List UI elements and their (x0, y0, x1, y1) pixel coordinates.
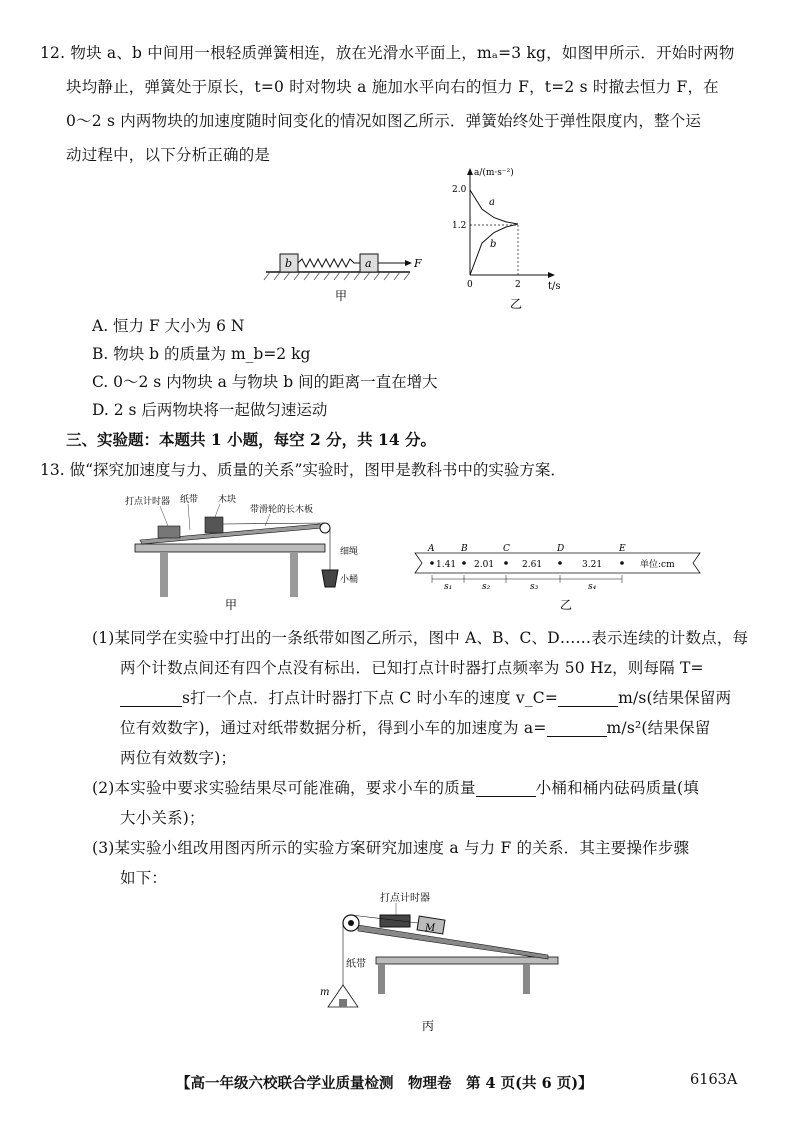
block-a-label: a (365, 257, 372, 270)
y-axis-label: a/(m·s⁻²) (474, 168, 514, 178)
q12-figure-jia (260, 240, 430, 315)
block-b-label: b (285, 257, 293, 270)
bucket (322, 570, 338, 587)
point-A: A (428, 544, 435, 554)
q13-intro: 13. 做“探究加速度与力、质量的关系”实验时，图甲是教科书中的实验方案． (40, 461, 566, 479)
timer-bing (380, 915, 410, 927)
label-timer-bing: 打点计时器 (380, 893, 430, 904)
point-C: C (503, 544, 510, 554)
point-D: D (557, 544, 565, 554)
label-M: M (425, 923, 436, 934)
force-arrow (405, 260, 412, 266)
unit-label: 单位:cm (640, 560, 675, 570)
seg-3: s₃ (530, 582, 539, 592)
seg-2: s₂ (482, 582, 491, 592)
label-tape-bing: 纸带 (346, 959, 366, 970)
q13-p1-line5: 两位有效数字)； (120, 749, 237, 767)
dist-2: 2.01 (474, 560, 495, 570)
q13-p3-line2: 如下： (120, 869, 168, 887)
q13-fig-jia-caption: 甲 (225, 598, 238, 612)
blank-velocity-vc[interactable] (558, 687, 618, 707)
q12-text-line3: 0～2 s 内两物块的加速度随时间变化的情况如图乙所示．弹簧始终处于弹性限度内，整个运 (66, 112, 702, 130)
seg-1: s₁ (444, 582, 453, 592)
force-label: F (414, 257, 422, 270)
point-B: B (461, 544, 468, 554)
x-axis-label: t/s (548, 281, 561, 292)
dist-3: 2.61 (522, 560, 543, 570)
label-rope: 细绳 (340, 547, 359, 557)
curve-a-label: a (489, 197, 495, 208)
spring (298, 259, 360, 267)
seg-4: s₄ (588, 582, 597, 592)
label-bucket: 小桶 (340, 575, 359, 585)
q12-option-a: A. 恒力 F 大小为 6 N (92, 317, 245, 335)
q13-p2-line1a: (2)本实验中要求实验结果尽可能准确，要求小车的质量 (92, 779, 476, 797)
q13-p1-line2: 两个计数点间还有四个点没有标出．已知打点计时器打点频率为 50 Hz，则每隔 T= (120, 659, 704, 677)
fig-yi-caption: 乙 (510, 297, 523, 311)
q12-option-c: C. 0～2 s 内物块 a 与物块 b 间的距离一直在增大 (92, 373, 438, 391)
footer-code: 6163A (690, 1072, 738, 1088)
q13-p1-line1: (1)某同学在实验中打出的一条纸带如图乙所示，图中 A、B、C、D……表示连续的计数点，每 (92, 629, 749, 647)
q13-figure-bing (318, 885, 568, 1035)
blank-mass-relation[interactable] (476, 777, 536, 797)
pulley (320, 523, 330, 533)
label-block: 木块 (218, 495, 237, 505)
wood-block (205, 517, 223, 533)
label-tape: 纸带 (180, 495, 199, 505)
q13-p1-line3b: m/s(结果保留两 (618, 689, 732, 707)
dist-4: 3.21 (582, 560, 603, 570)
q12-text-line2: 块均静止，弹簧处于原长，t=0 时对物块 a 施加水平向右的恒力 F，t=2 s 时撤去恒力 F，在 (66, 78, 719, 96)
x-tick-2: 2 (515, 280, 521, 290)
q12-option-b: B. 物块 b 的质量为 m_b=2 kg (92, 345, 311, 363)
q13-figure-yi-tape (410, 545, 710, 615)
timer (158, 526, 180, 538)
footer-text: 【高一年级六校联合学业质量检测 物理卷 第 4 页(共 6 页)】 (176, 1075, 593, 1092)
point-E: E (619, 544, 626, 554)
curve-b-label: b (490, 239, 497, 250)
q12-text-line4: 动过程中，以下分析正确的是 (66, 146, 271, 164)
fig-jia-caption: 甲 (335, 289, 348, 303)
q13-p3-line1: (3)某实验小组改用图丙所示的实验方案研究加速度 a 与力 F 的关系．其主要操作步骤 (92, 839, 690, 857)
blank-period-T[interactable] (120, 687, 182, 707)
section3-title: 三、实验题：本题共 1 小题，每空 2 分，共 14 分。 (66, 430, 437, 449)
q13-p1-line4b: m/s²(结果保留 (606, 719, 711, 737)
q12-option-d: D. 2 s 后两物块将一起做匀速运动 (92, 401, 328, 419)
q13-p2-line1b: 小桶和桶内砝码质量(填 (535, 779, 699, 797)
q12-figure-yi-chart (440, 165, 580, 315)
q13-fig-yi-caption: 乙 (560, 598, 573, 612)
q12-text-line1: 12. 物块 a、b 中间用一根轻质弹簧相连，放在光滑水平面上，mₐ=3 kg，如图甲所示．开始时两物 (40, 44, 735, 62)
y-tick-2: 2.0 (452, 185, 467, 195)
label-m: m (320, 987, 330, 998)
blank-acceleration[interactable] (547, 717, 607, 737)
x-tick-0: 0 (467, 280, 473, 290)
q13-p1-line3a: s打一个点．打点计时器打下点 C 时小车的速度 v_C= (182, 689, 559, 707)
fig-bing-caption: 丙 (422, 1019, 435, 1033)
q13-p1-line4a: 位有效数字)，通过对纸带数据分析，得到小车的加速度为 a= (120, 719, 547, 737)
label-timer: 打点计时器 (125, 497, 171, 507)
q13-p2-line2: 大小关系)； (120, 809, 205, 827)
dist-1: 1.41 (436, 560, 457, 570)
q13-figure-jia (120, 492, 370, 612)
y-tick-1.2: 1.2 (452, 221, 467, 231)
label-board: 带滑轮的长木板 (250, 505, 314, 515)
